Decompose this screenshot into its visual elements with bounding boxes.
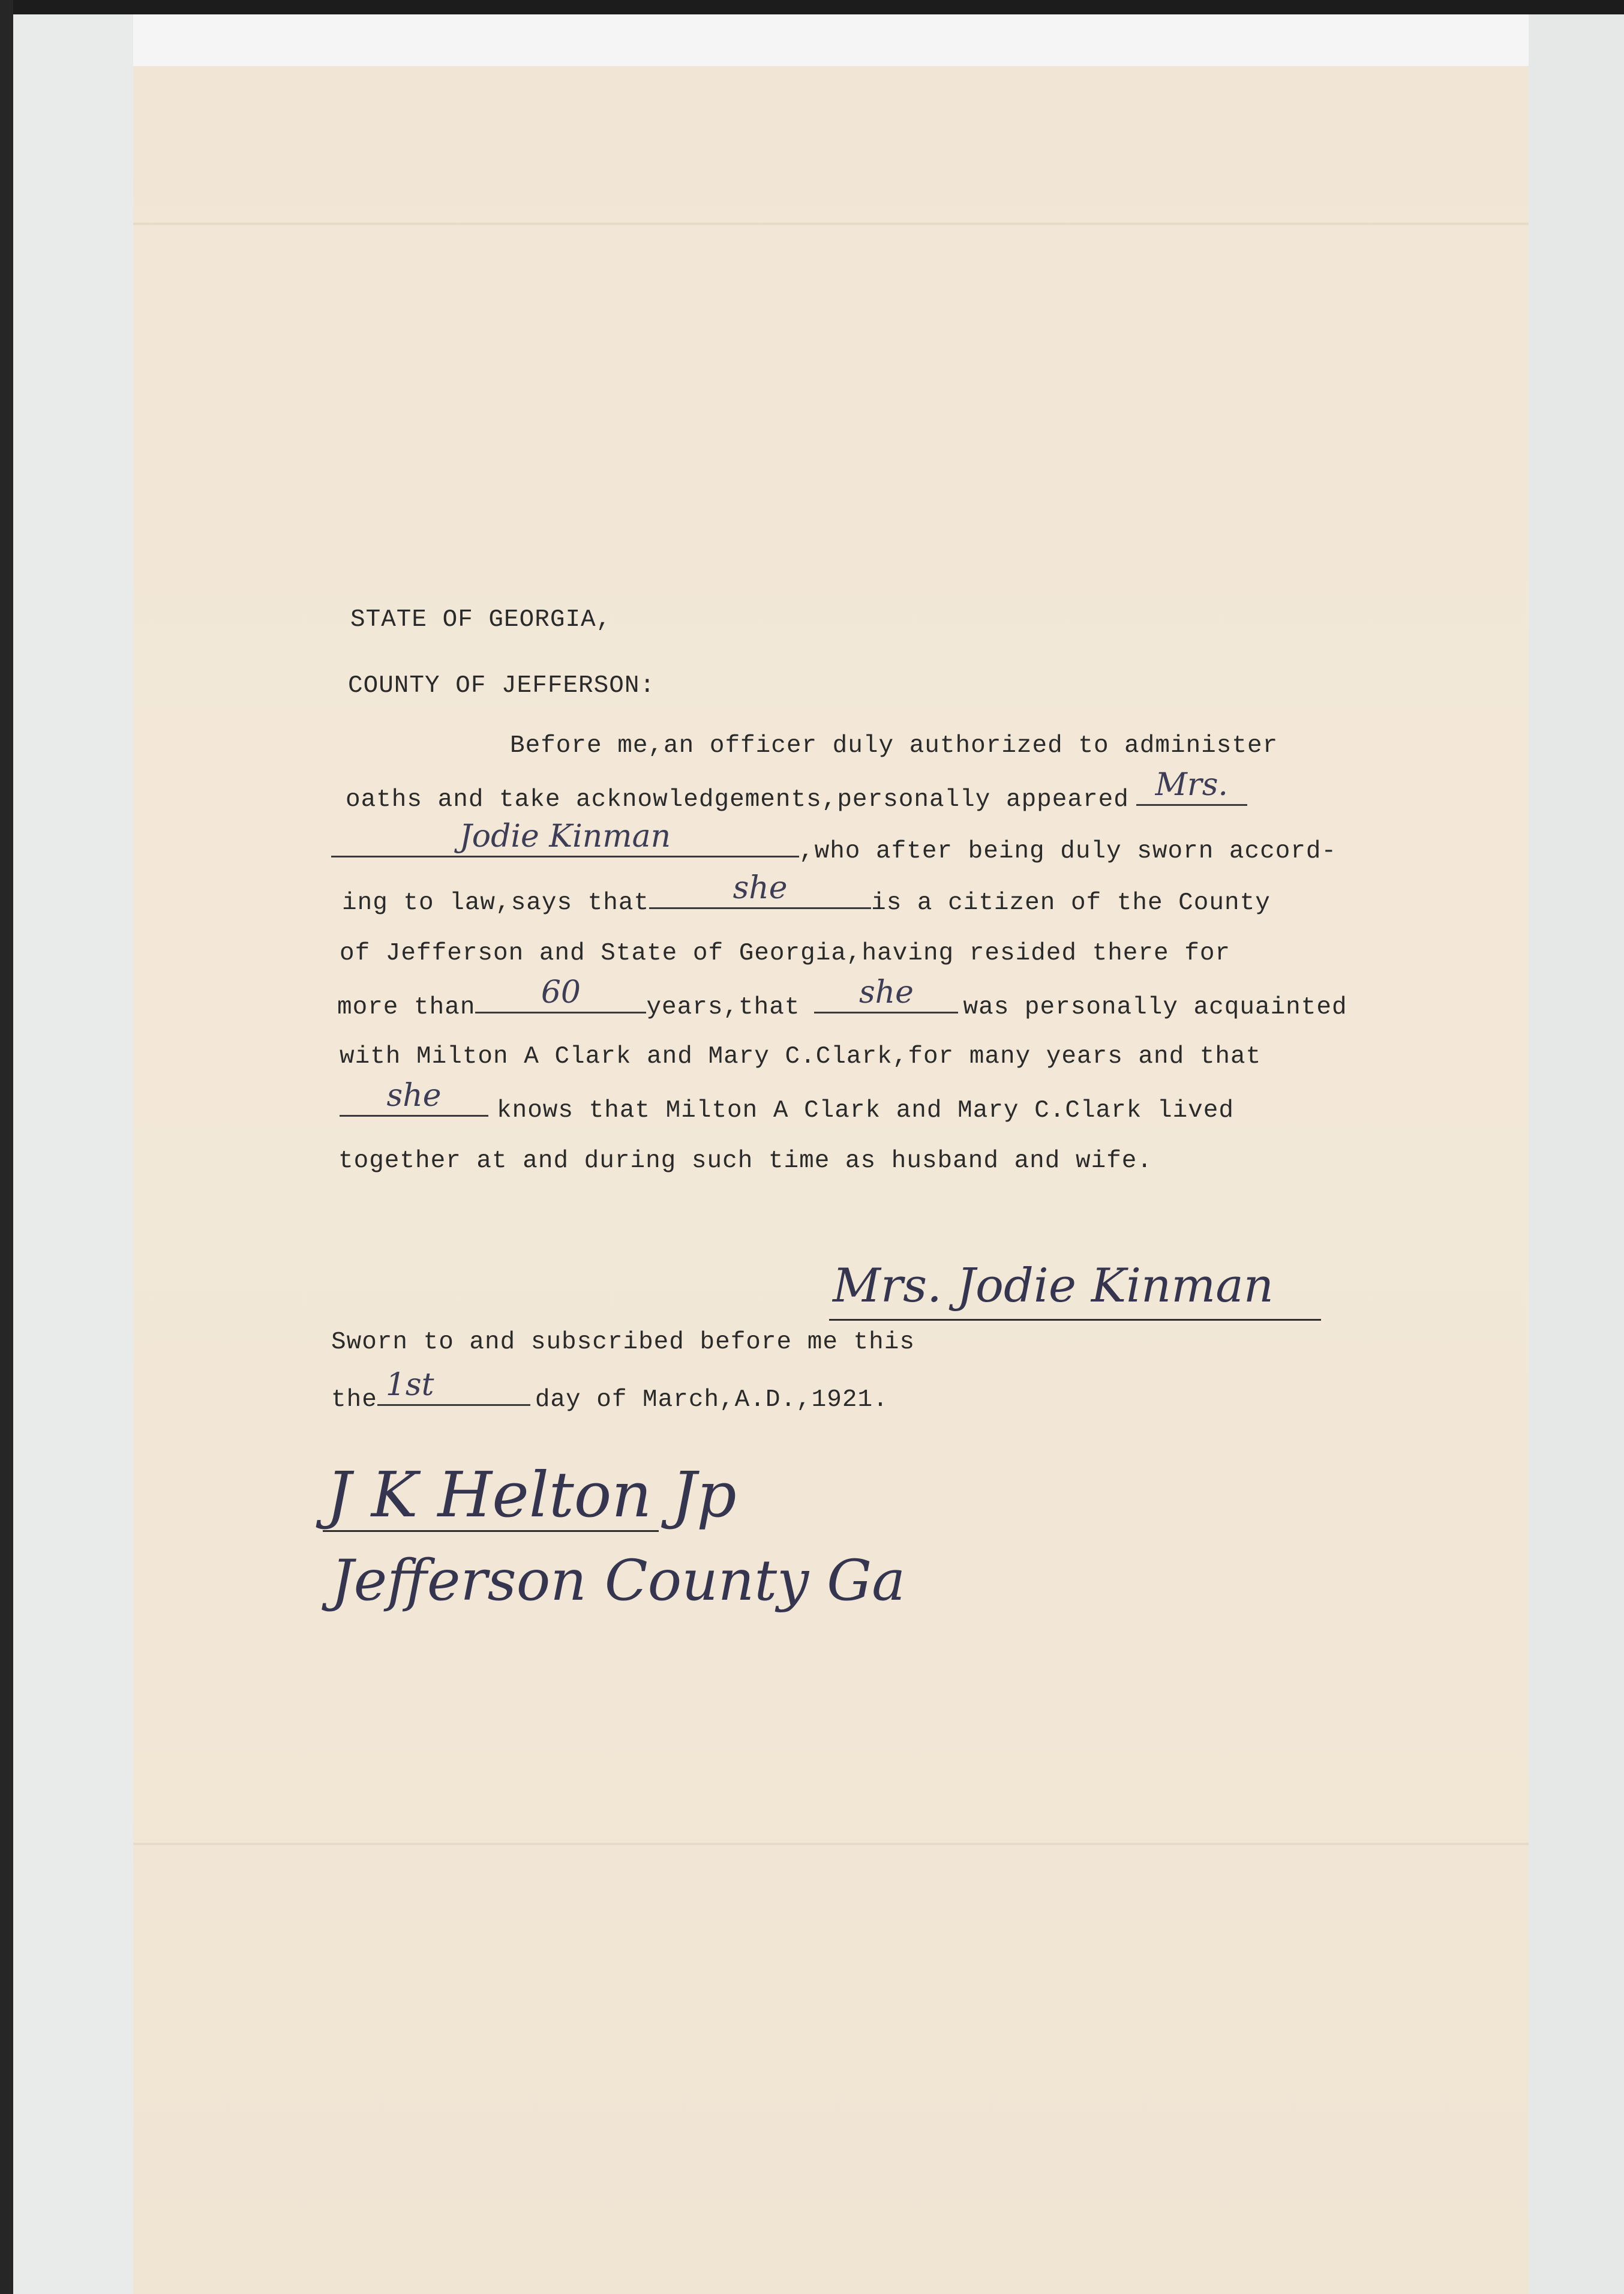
pronoun-2-handwritten: she [859,974,914,1010]
title-handwritten: Mrs. [1155,767,1228,803]
pronoun-1-blank [649,870,871,909]
paper-fold-bottom [133,1842,1529,1846]
title-blank [1136,767,1247,806]
county-heading: COUNTY OF JEFFERSON: [348,672,656,700]
body-line-4 [342,870,1271,917]
body-line-3-text: ,who after being duly sworn accord- [799,838,1337,865]
body-line-5: of Jefferson and State of Georgia,having resided there for [340,940,1231,967]
name-blank [331,818,799,857]
affidavit-paper [133,66,1529,2294]
pronoun-2-blank [814,974,958,1013]
body-line-9: together at and during such time as husband and wife. [338,1147,1153,1175]
years-blank [475,974,646,1013]
jurat-line-1: Sworn to and subscribed before me this [331,1329,915,1356]
officer-signature-line [323,1530,659,1532]
scan-border-left [0,0,13,2294]
body-line-7: with Milton A Clark and Mary C.Clark,for many years and that [340,1043,1262,1070]
pronoun-1-handwritten: she [733,870,788,906]
body-line-4-before: ing to law,says that [342,889,650,917]
paper-fold-top [133,222,1529,226]
body-line-1: Before me,an officer duly authorized to administer [510,732,1278,760]
jurat-line-2-after: day of March,A.D.,1921. [535,1386,888,1414]
officer-signature-title: Jefferson County Ga [331,1548,906,1614]
body-line-6 [337,974,1347,1021]
affiant-signature-line [829,1319,1321,1321]
pronoun-3-handwritten: she [386,1078,442,1114]
scan-background-left [13,14,133,2294]
body-line-8-after: knows that Milton A Clark and Mary C.Clark lived [497,1097,1234,1124]
affiant-signature: Mrs. Jodie Kinman [833,1259,1274,1313]
jurat-line-2-before: the [331,1386,377,1414]
years-handwritten: 60 [541,974,581,1010]
body-line-6-mid: years,that [646,994,800,1021]
body-line-4-after: is a citizen of the County [871,889,1271,917]
scan-background-right [1529,14,1624,2294]
state-heading: STATE OF GEORGIA, [350,606,612,634]
day-handwritten: 1st [385,1367,434,1403]
pronoun-3-blank [340,1078,488,1117]
officer-signature-name: J K Helton Jp [326,1458,737,1531]
body-line-2 [346,767,1247,814]
body-line-2-text: oaths and take acknowledgements,personally appeared [346,786,1129,814]
body-line-8 [340,1078,1234,1124]
day-blank [377,1367,530,1406]
jurat-line-2 [331,1367,888,1414]
body-line-6-before: more than [337,994,476,1021]
body-line-6-after: was personally acquainted [963,994,1347,1021]
body-line-3 [331,818,1337,865]
name-handwritten: Jodie Kinman [459,818,671,854]
scan-border-top [0,0,1624,14]
